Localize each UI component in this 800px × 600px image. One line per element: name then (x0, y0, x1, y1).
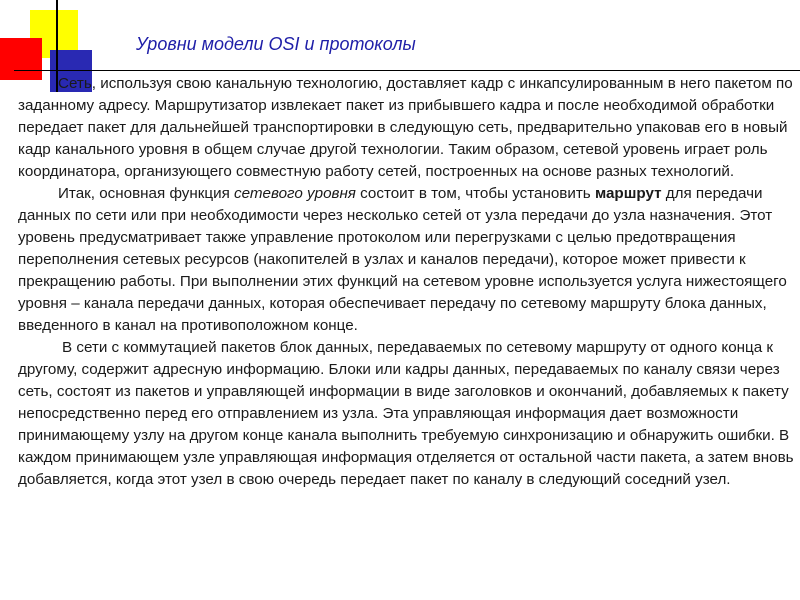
slide-body (18, 73, 794, 491)
slide-title: Уровни модели OSI и протоколы (136, 34, 416, 54)
paragraph-network-delivery: Сеть, используя свою канальную технологию, доставляет кадр с инкапсулированным в него пакетом по заданному адресу. Маршрутизатор извлекает пакет из прибывшего кадра и после необходимой обработки передает пакет для дальнейшей транспортировки в следующую сеть, предварительно упаковав его в новый кадр канального уровня в общем случае другой технологии. Таким образом, сетевой уровень играет роль координатора, организующего совместную работу сетей, построенных на основе разных технологий. (18, 75, 793, 180)
paragraph-network-layer-function (18, 183, 794, 337)
paragraph-packet-switching: В сети с коммутацией пакетов блок данных, передаваемых по сетевому маршруту от одного конца к другому, содержит адресную информацию. Блоки или кадры данных, передаваемых по каналу связи через сеть, состоят из пакетов и управляющей информации в виде заголовков и окончаний, добавляемых к пакету непосредственно перед его отправлением из узла. Эта управляющая информация дает возможности принимающему узлу на другом конце канала выполнить требуемую синхронизацию и обнаружить ошибки. В каждом принимающем узле управляющая информация отделяется от остальной части пакета, а затем вновь добавляется, когда этот узел в свою очередь передает пакет по каналу в следующий соседний узел. (18, 339, 794, 488)
network-layer-term: сетевого уровня (234, 185, 356, 202)
title-underline (14, 70, 800, 71)
paragraph-text: для передачи данных по сети или при необходимости через несколько сетей от узла передачи до узла назначения. Этот уровень предусматривает также управление протоколом или перегрузками с целью предотвращения переполнения сетевых ресурсов (накопителей в узлах и каналов передачи), которое может привести к прекращению работы. При выполнении этих функций на сетевом уровне используется услуга нижестоящего уровня – канала передачи данных, которая обеспечивает передачу по сетевому маршруту блока данных, введенного в канал на противоположном конце. (18, 185, 787, 334)
paragraph-text: состоит в том, чтобы установить (355, 185, 595, 202)
paragraph-text: Итак, основная функция (58, 185, 235, 202)
route-term: маршрут (594, 185, 662, 202)
